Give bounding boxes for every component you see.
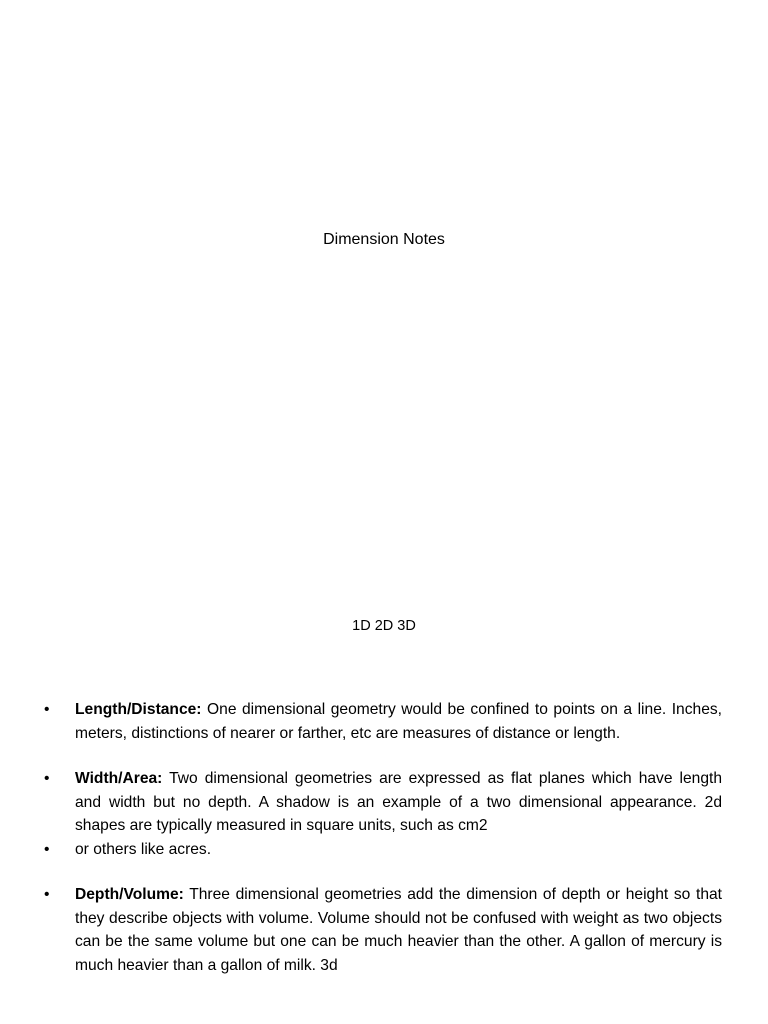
definition-text: Two dimensional geometries are expressed as flat planes which have length and width but no depth. A shadow is an example of a two dimensional appearance. 2d shapes are typically measured in square units, such as cm2 <box>75 770 722 834</box>
term-label: Width/Area: <box>75 770 163 787</box>
bullet-icon: • <box>44 886 50 903</box>
list-item-acres <box>44 838 722 862</box>
list-item-length <box>44 698 722 745</box>
list-item-width <box>44 767 722 838</box>
bullet-icon: • <box>44 840 50 858</box>
bullet-icon: • <box>44 770 50 787</box>
list-item-depth <box>44 883 722 977</box>
definition-text: or others like acres. <box>75 840 212 858</box>
section-heading: 1D 2D 3D <box>352 618 416 634</box>
definition-list <box>44 698 722 977</box>
term-label: Length/Distance: <box>75 701 202 718</box>
page-title: Dimension Notes <box>323 231 445 248</box>
term-label: Depth/Volume: <box>75 886 184 903</box>
bullet-icon: • <box>44 701 50 718</box>
definition-text: One dimensional geometry would be confined to points on a line. Inches, meters, distinctions of nearer or farther, etc are measures of distance or length. <box>75 701 722 742</box>
definition-text: Three dimensional geometries add the dimension of depth or height so that they describe objects with volume. Volume should not be confused with weight as two objects can be the same volume but one can be much heavier than the other. A gallon of mercury is much heavier than a gallon of milk. 3d <box>75 886 722 974</box>
